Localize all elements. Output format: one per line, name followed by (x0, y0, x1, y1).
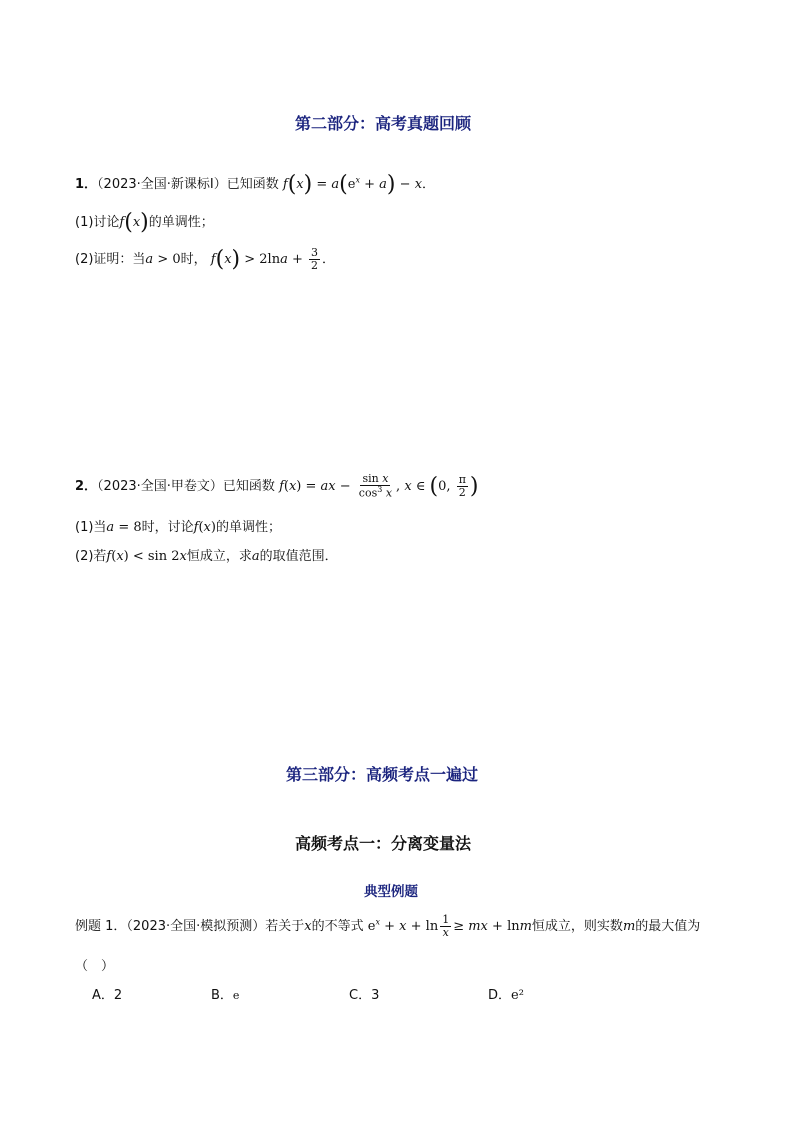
example-text: 的最大值为 (635, 919, 701, 935)
option-value: 2 (113, 988, 123, 1003)
formula: f(x) < sin 2x (106, 549, 187, 564)
formula: f(x) (193, 520, 216, 535)
part3-title: 第三部分：高频考点一遍过 (286, 765, 479, 784)
example-text: 若关于 (265, 919, 305, 935)
part-mid: 时，讨论 (141, 520, 194, 535)
option-key: C． (349, 988, 372, 1003)
part-prefix: (1)当 (75, 520, 107, 535)
formula: a = 8 (106, 520, 142, 535)
topic-title: 高频考点一：分离变量法 (295, 834, 472, 853)
option-c[interactable] (349, 984, 379, 1003)
option-value: e² (511, 988, 524, 1003)
option-value: 3 (371, 988, 380, 1003)
part-suffix: 的单调性； (215, 520, 281, 535)
examples-title: 典型例题 (364, 884, 418, 900)
option-d[interactable] (488, 984, 524, 1003)
option-key: A． (92, 988, 114, 1003)
formula: a > 0 (145, 252, 181, 268)
option-key: B． (211, 988, 233, 1003)
formula: $f(x) = a(e^x + a) - x$． (282, 172, 436, 197)
question-lead: 已知函数 (226, 177, 279, 192)
question-1-part-1 (75, 210, 214, 235)
option-a[interactable] (92, 984, 122, 1003)
option-b[interactable] (211, 984, 239, 1003)
part-prefix: (2)若 (75, 549, 107, 564)
option-key: D． (488, 988, 512, 1003)
question-number: 1． (75, 177, 98, 192)
part-prefix: (2)证明：当 (75, 252, 146, 268)
question-number: 2． (75, 478, 98, 494)
question-1-stem (75, 172, 435, 197)
formula: f(x) = ax − $\frac{\text{sin x}}{\cos^3 x}$ , x ∈ (0, $\frac{\pi}{2}$ ) (279, 472, 479, 500)
question-1-part-2 (75, 247, 335, 272)
example-text: 的不等式 (311, 919, 364, 935)
example-1-stem (75, 914, 700, 939)
formula: f(x) (119, 210, 149, 235)
example-source: （2023·全国·模拟预测） (126, 919, 266, 935)
example-label: 例题 1． (75, 919, 127, 935)
question-2-part-1 (75, 516, 281, 535)
part-mid: 恒成立，求 (186, 549, 252, 564)
part-prefix: (1)讨论 (75, 215, 120, 230)
formula: f(x) > 2lna + $\frac{3}{2}$ ． (210, 246, 336, 273)
part-suffix: 的取值范围． (259, 549, 338, 564)
question-source: （2023·全国·新课标Ⅰ） (97, 177, 227, 192)
formula: a (251, 549, 260, 564)
example-text: 恒成立，则实数 (531, 919, 623, 935)
formula: $e^x + x + \ln$ $\frac{1}{x}$ ≥ mx + lnm (367, 913, 532, 940)
formula: m (622, 919, 636, 935)
option-value: e (232, 989, 240, 1002)
question-source: （2023·全国·甲卷文） (97, 478, 223, 494)
question-lead: 已知函数 (222, 478, 275, 494)
part-mid: 时， (180, 252, 207, 268)
part2-title: 第二部分：高考真题回顾 (295, 114, 472, 133)
part-suffix: 的单调性； (148, 215, 214, 230)
formula: x (304, 919, 312, 935)
question-2-part-2 (75, 545, 338, 564)
answer-paren: （ ） (75, 959, 115, 974)
question-2-stem (75, 473, 479, 500)
